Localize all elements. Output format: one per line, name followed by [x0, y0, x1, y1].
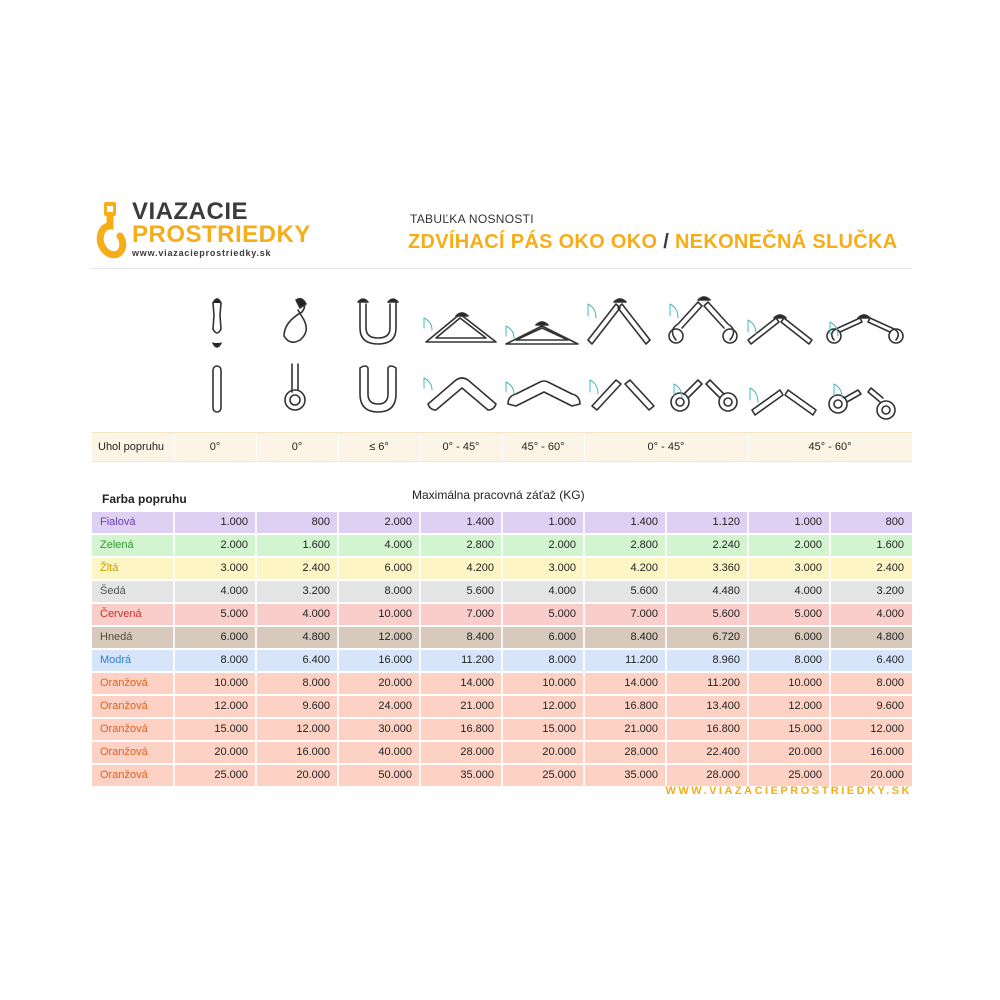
table-cell: 6.400: [302, 654, 330, 666]
angle-value: 0° - 45°: [647, 441, 685, 453]
table-cell: 2.000: [220, 539, 248, 551]
row-color-name: Oranžová: [100, 723, 148, 735]
table-cell: 4.000: [876, 608, 904, 620]
table-row: [92, 765, 912, 786]
table-cell: 11.200: [625, 654, 658, 666]
table-cell: 16.800: [460, 723, 494, 735]
table-cell: 2.000: [794, 539, 822, 551]
table-cell: 8.400: [630, 631, 658, 643]
angle-value: 0° - 45°: [442, 441, 480, 453]
two-leg-choke-endless-45-icon: [671, 380, 737, 411]
sling-diagrams: [0, 0, 1000, 430]
table-cell: 6.000: [384, 562, 412, 574]
table-cell: 2.800: [630, 539, 658, 551]
table-cell: 10.000: [214, 677, 248, 689]
table-cell: 6.000: [220, 631, 248, 643]
table-cell: 2.800: [466, 539, 494, 551]
table-cell: 10.000: [378, 608, 412, 620]
footer-url[interactable]: WWW.VIAZACIEPROSTRIEDKY.SK: [665, 785, 912, 797]
table-cell: 6.400: [876, 654, 904, 666]
two-leg-endless-60-icon: [750, 388, 816, 415]
title-separator: /: [663, 231, 670, 253]
table-cell: 35.000: [624, 769, 658, 781]
table-cell: 4.000: [302, 608, 330, 620]
table-row: [92, 581, 912, 602]
table-cell: 15.000: [214, 723, 248, 735]
table-cell: 1.000: [548, 516, 576, 528]
table-cell: 40.000: [378, 746, 412, 758]
table-cell: 5.600: [466, 585, 494, 597]
table-cell: 12.000: [296, 723, 330, 735]
table-cell: 4.480: [712, 585, 740, 597]
straight-lift-endless-icon: [213, 366, 221, 412]
table-cell: 3.200: [876, 585, 904, 597]
two-leg-choke-45-icon: [669, 297, 737, 343]
table-cell: 8.960: [712, 654, 740, 666]
table-cell: 25.000: [542, 769, 576, 781]
table-cell: 12.000: [870, 723, 904, 735]
table-cell: 20.000: [296, 769, 330, 781]
table-cell: 4.000: [794, 585, 822, 597]
table-cell: 3.000: [548, 562, 576, 574]
table-cell: 2.000: [384, 516, 412, 528]
table-cell: 2.400: [876, 562, 904, 574]
angle-row: [92, 432, 912, 462]
table-cell: 12.000: [378, 631, 412, 643]
table-cell: 24.000: [378, 700, 412, 712]
table-cell: 4.200: [630, 562, 658, 574]
row-color-name: Modrá: [100, 654, 132, 666]
title-part1: ZDVÍHACÍ PÁS OKO OKO: [408, 231, 658, 253]
table-cell: 2.240: [712, 539, 740, 551]
table-cell: 12.000: [542, 700, 576, 712]
table-cell: 4.000: [548, 585, 576, 597]
row-color-name: Žltá: [100, 562, 119, 574]
table-row: [92, 673, 912, 694]
table-cell: 1.600: [302, 539, 330, 551]
row-color-name: Šedá: [100, 585, 126, 597]
table-cell: 1.000: [794, 516, 822, 528]
table-cell: 8.000: [302, 677, 330, 689]
table-cell: 3.200: [302, 585, 330, 597]
two-leg-basket-45-icon: [424, 313, 496, 342]
brand-url: www.viazacieprostriedky.sk: [132, 248, 272, 258]
table-cell: 28.000: [460, 746, 494, 758]
table-cell: 30.000: [378, 723, 412, 735]
angle-value: 45° - 60°: [521, 441, 565, 453]
two-leg-basket-60-icon: [506, 322, 578, 344]
table-cell: 8.000: [794, 654, 822, 666]
table-cell: 22.400: [706, 746, 740, 758]
table-cell: 5.600: [712, 608, 740, 620]
table-cell: 6.720: [712, 631, 740, 643]
table-cell: 7.000: [630, 608, 658, 620]
table-cell: 4.800: [876, 631, 904, 643]
straight-lift-eye-sling-icon: [213, 299, 221, 347]
table-cell: 6.000: [794, 631, 822, 643]
table-row: [92, 604, 912, 625]
table-cell: 20.000: [378, 677, 412, 689]
table-cell: 6.000: [548, 631, 576, 643]
two-leg-basket-endless-60-icon: [506, 381, 580, 406]
table-cell: 2.400: [302, 562, 330, 574]
row-color-name: Hnedá: [100, 631, 133, 643]
load-table: [92, 512, 912, 788]
table-row: [92, 650, 912, 671]
table-cell: 800: [885, 516, 904, 528]
brand-name-line2: PROSTRIEDKY: [132, 221, 311, 248]
basket-hitch-endless-icon: [360, 366, 396, 412]
table-cell: 8.000: [876, 677, 904, 689]
table-cell: 11.200: [707, 677, 740, 689]
table-cell: 3.000: [794, 562, 822, 574]
table-cell: 1.400: [466, 516, 494, 528]
row-color-name: Červená: [100, 608, 142, 620]
table-cell: 5.000: [548, 608, 576, 620]
row-color-name: Fialová: [100, 516, 136, 528]
table-row: [92, 535, 912, 556]
table-cell: 16.000: [378, 654, 412, 666]
two-leg-eye-60-icon: [748, 315, 812, 344]
table-cell: 4.000: [220, 585, 248, 597]
two-leg-basket-endless-45-icon: [424, 378, 496, 410]
table-cell: 21.000: [624, 723, 658, 735]
table-cell: 28.000: [624, 746, 658, 758]
table-cell: 1.400: [630, 516, 658, 528]
basket-hitch-eye-sling-icon: [358, 299, 398, 344]
table-cell: 50.000: [378, 769, 412, 781]
load-column-header: Maximálna pracovná záťaž (KG): [412, 488, 585, 502]
color-column-header: Farba popruhu: [102, 492, 187, 506]
table-cell: 16.800: [624, 700, 658, 712]
table-cell: 8.000: [384, 585, 412, 597]
table-cell: 16.800: [706, 723, 740, 735]
table-cell: 20.000: [214, 746, 248, 758]
brand-name-line1: VIAZACIE: [132, 198, 249, 225]
table-cell: 7.000: [466, 608, 494, 620]
row-color-name: Oranžová: [100, 746, 148, 758]
table-cell: 9.600: [876, 700, 904, 712]
choke-hitch-endless-icon: [285, 364, 305, 410]
angle-value: 0°: [291, 441, 303, 453]
table-row: [92, 696, 912, 717]
table-cell: 14.000: [624, 677, 658, 689]
table-row: [92, 512, 912, 533]
table-cell: 20.000: [788, 746, 822, 758]
table-cell: 16.000: [870, 746, 904, 758]
table-cell: 21.000: [460, 700, 494, 712]
choke-hitch-eye-sling-icon: [284, 299, 306, 343]
row-color-name: Oranžová: [100, 677, 148, 689]
two-leg-choke-60-icon: [827, 315, 903, 343]
table-row: [92, 558, 912, 579]
table-cell: 20.000: [870, 769, 904, 781]
row-color-name: Oranžová: [100, 769, 148, 781]
table-cell: 10.000: [542, 677, 576, 689]
table-cell: 25.000: [788, 769, 822, 781]
table-cell: 4.200: [466, 562, 494, 574]
row-color-name: Zelená: [100, 539, 134, 551]
table-cell: 1.120: [712, 516, 740, 528]
table-cell: 5.000: [794, 608, 822, 620]
table-cell: 16.000: [296, 746, 330, 758]
angle-row-label: Uhol popruhu: [98, 441, 165, 453]
table-cell: 1.600: [876, 539, 904, 551]
angle-value: ≤ 6°: [369, 441, 389, 453]
table-cell: 10.000: [788, 677, 822, 689]
table-row: [92, 742, 912, 763]
table-cell: 13.400: [706, 700, 740, 712]
table-cell: 15.000: [788, 723, 822, 735]
table-row: [92, 719, 912, 740]
table-cell: 9.600: [302, 700, 330, 712]
table-cell: 4.800: [302, 631, 330, 643]
table-cell: 3.360: [712, 562, 740, 574]
table-cell: 15.000: [542, 723, 576, 735]
table-cell: 8.000: [220, 654, 248, 666]
table-cell: 5.600: [630, 585, 658, 597]
two-leg-eye-45-icon: [588, 299, 650, 344]
table-cell: 4.000: [384, 539, 412, 551]
angle-value: 0°: [209, 441, 221, 453]
table-cell: 8.000: [548, 654, 576, 666]
two-leg-choke-endless-60-icon: [829, 384, 895, 419]
angle-value: 45° - 60°: [808, 441, 852, 453]
table-cell: 2.000: [548, 539, 576, 551]
table-cell: 3.000: [220, 562, 248, 574]
page-subtitle: TABUĽKA NOSNOSTI: [410, 212, 534, 226]
table-cell: 12.000: [214, 700, 248, 712]
table-cell: 8.400: [466, 631, 494, 643]
table-cell: 12.000: [788, 700, 822, 712]
table-cell: 1.000: [220, 516, 248, 528]
two-leg-endless-45-icon: [590, 380, 654, 410]
table-row: [92, 627, 912, 648]
title-part2: NEKONEČNÁ SLUČKA: [674, 231, 898, 253]
row-color-name: Oranžová: [100, 700, 148, 712]
table-cell: 28.000: [706, 769, 740, 781]
table-cell: 25.000: [214, 769, 248, 781]
table-cell: 20.000: [542, 746, 576, 758]
table-cell: 14.000: [460, 677, 494, 689]
table-cell: 5.000: [220, 608, 248, 620]
table-cell: 11.200: [461, 654, 494, 666]
table-cell: 35.000: [460, 769, 494, 781]
table-cell: 800: [311, 516, 330, 528]
